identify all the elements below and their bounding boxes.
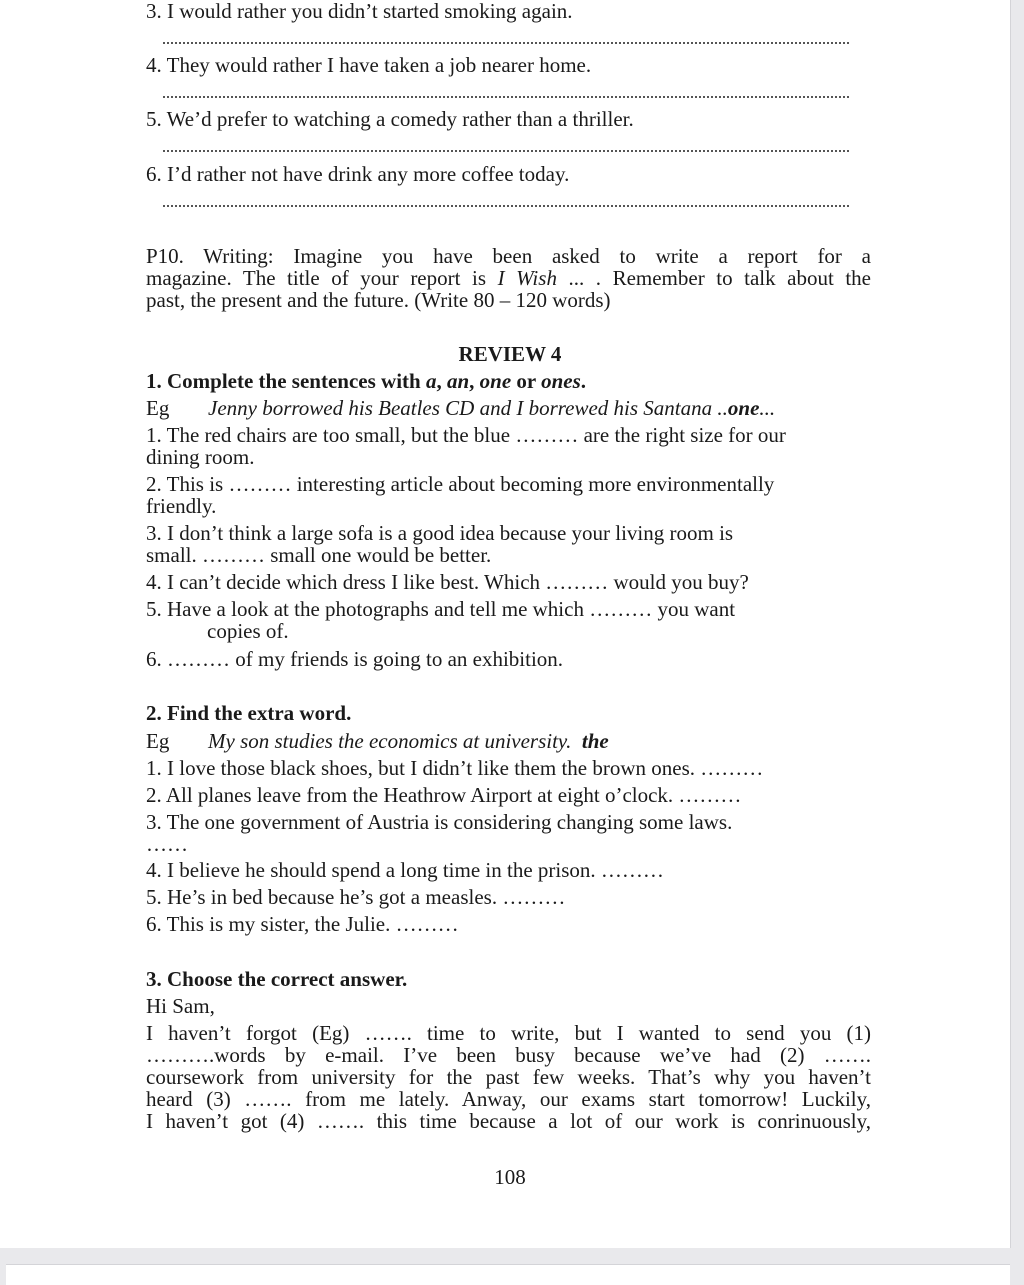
- section-1-q5: 5. Have a look at the photographs and tell me which ……… you want: [146, 597, 736, 621]
- answer-line-3: [163, 42, 849, 44]
- letter-line-1: I haven’t forgot (Eg) ……. time to write, but I wanted to send you (1): [146, 1021, 871, 1045]
- writing-task-line-3: past, the present and the future. (Write 80 – 120 words): [146, 288, 611, 312]
- writing-task-line-2: magazine. The title of your report is I Wish ... . Remember to talk about the: [146, 266, 872, 290]
- section-1-q1-cont: dining room.: [146, 445, 255, 469]
- letter-line-3: coursework from university for the past few weeks. That’s why you haven’t: [146, 1065, 871, 1089]
- answer-line-4: [163, 96, 849, 98]
- section-3-greeting: Hi Sam,: [146, 994, 215, 1018]
- section-1-q3: 3. I don’t think a large sofa is a good idea because your living room is: [146, 521, 734, 545]
- section-3-heading: 3. Choose the correct answer.: [146, 967, 408, 991]
- section-1-q2: 2. This is ……… interesting article about becoming more environmentally: [146, 472, 775, 496]
- section-3-letter: [146, 1022, 871, 1132]
- section-2-q5: 5. He’s in bed because he’s got a measles. ………: [146, 885, 566, 909]
- letter-line-5: I haven’t got (4) ……. this time because a lot of our work is conrinuously,: [146, 1109, 871, 1133]
- exercise-item-4: 4. They would rather I have taken a job nearer home.: [146, 53, 592, 77]
- section-1-q4: 4. I can’t decide which dress I like best. Which ……… would you buy?: [146, 570, 749, 594]
- exercise-item-3: 3. I would rather you didn’t started smoking again.: [146, 0, 573, 23]
- writing-task: [146, 245, 871, 311]
- section-1-q3-cont: small. ……… small one would be better.: [146, 543, 492, 567]
- answer-line-6: [163, 205, 849, 207]
- section-1-q6: 6. ……… of my friends is going to an exhibition.: [146, 647, 564, 671]
- exercise-item-5: 5. We’d prefer to watching a comedy rather than a thriller.: [146, 107, 634, 131]
- exercise-item-6: 6. I’d rather not have drink any more coffee today.: [146, 162, 570, 186]
- answer-line-5: [163, 150, 849, 152]
- section-2-q3: 3. The one government of Austria is considering changing some laws.: [146, 810, 733, 834]
- section-1-example: Eg Jenny borrowed his Beatles CD and I borrewed his Santana ..one...: [146, 396, 776, 420]
- section-1-q2-cont: friendly.: [146, 494, 217, 518]
- section-2-q2: 2. All planes leave from the Heathrow Airport at eight o’clock. ………: [146, 783, 742, 807]
- section-1-q1: 1. The red chairs are too small, but the blue ……… are the right size for our: [146, 423, 786, 447]
- section-2-q3-cont: ……: [146, 832, 188, 856]
- next-page-edge: [6, 1264, 1010, 1285]
- letter-line-2: ……….words by e-mail. I’ve been busy because we’ve had (2) …….: [146, 1043, 871, 1067]
- section-2-q4: 4. I believe he should spend a long time in the prison. ………: [146, 858, 664, 882]
- section-1-heading: 1. Complete the sentences with a, an, one or ones.: [146, 369, 587, 393]
- review-title: REVIEW 4: [458, 342, 562, 366]
- section-2-q6: 6. This is my sister, the Julie. ………: [146, 912, 459, 936]
- section-1-q5-cont: copies of.: [207, 619, 289, 643]
- section-2-heading: 2. Find the extra word.: [146, 701, 352, 725]
- writing-task-line-1: P10. Writing: Imagine you have been asked to write a report for a: [146, 244, 871, 268]
- section-2-q1: 1. I love those black shoes, but I didn’t like them the brown ones. ………: [146, 756, 764, 780]
- page-number: 108: [494, 1165, 526, 1189]
- section-2-example: Eg My son studies the economics at university. the: [146, 729, 609, 753]
- letter-line-4: heard (3) ……. from me lately. Anway, our exams start tomorrow! Luckily,: [146, 1087, 871, 1111]
